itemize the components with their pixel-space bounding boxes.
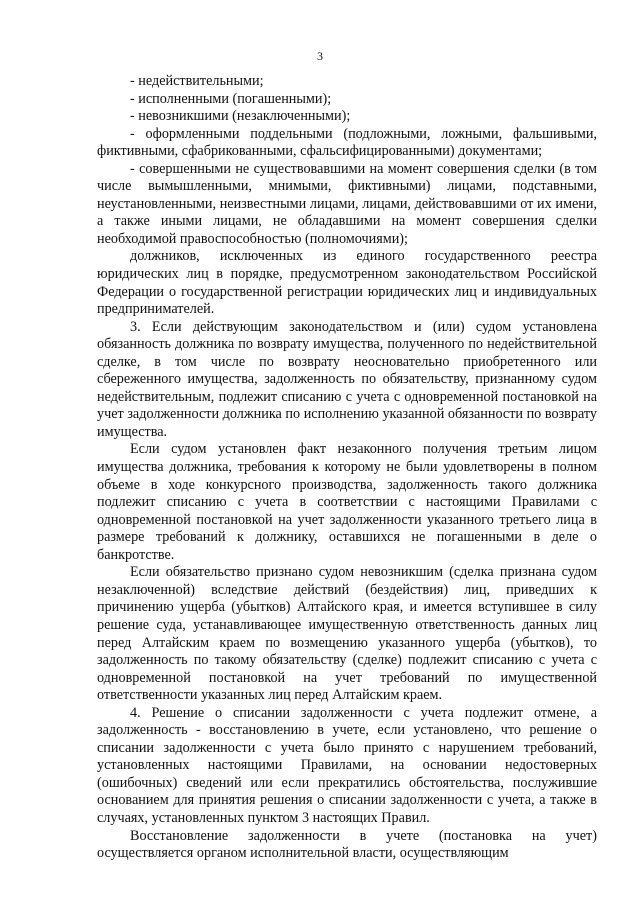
paragraph-restoration: Восстановление задолженности в учете (постановка на учет) осуществляется органом исполнительной власти, осуществляющим: [97, 827, 597, 862]
paragraph-section-3: 3. Если действующим законодательством и (или) судом установлена обязанность должника по возврату имущества, полученного по недействительной сделке, в том числе по возврату неосновательно приобретенного или сбереженного имущества, задолженность по обязательству, признанному судом недействительным, подлежит списанию с учета с одновременной постановкой на учет задолженности должника по исполнению указанной обязанности по возврату имущества.: [97, 318, 597, 440]
page-number: 3: [317, 49, 323, 63]
paragraph-obligation-not-arisen: Если обязательство признано судом невозникшим (сделка признана судом незаключенной) вследствие действий (бездействия) лиц, приведших к причинению ущерба (убытков) Алтайского края, и имеется вступившее в силу решение суда, устанавливающее имущественную ответственность данных лиц перед Алтайским краем по возмещению указанного ущерба (убытков), то задолженность по такому обязательству (сделке) подлежит списанию с учета с одновременной постановкой на учет требований по имущественной ответственности указанных лиц перед Алтайским краем.: [97, 564, 597, 704]
paragraph-excluded-debtors: должников, исключенных из единого государственного реестра юридических лиц в порядке, предусмотренном законодательством Российской Федерации о государственной регистрации юридических лиц и индивидуальных предпринимателей.: [97, 248, 597, 318]
paragraph-section-4: 4. Решение о списании задолженности с учета подлежит отмене, а задолженность - восстановлению в учете, если установлено, что решение о списании задолженности с учета было принято с нарушением требований, установленных настоящими Правилами, на основании недостоверных (ошибочных) сведений или если прекратились обстоятельства, послужившие основанием для принятия решения о списании задолженности с учета, а также в случаях, установленных пунктом 3 настоящих Правил.: [97, 704, 597, 826]
list-item-forged-documents: - оформленными поддельными (подложными, ложными, фальшивыми, фиктивными, сфабрикованными, сфальсифицированными) документами;: [97, 125, 597, 160]
list-item-invalid: - недействительными;: [130, 73, 264, 89]
list-item-not-arisen: - невозникшими (незаключенными);: [130, 108, 351, 125]
document-body: [97, 73, 597, 863]
list-item-nonexistent-persons: - совершенными не существовавшими на момент совершения сделки (в том числе вымышленными, мнимыми, фиктивными) лицами, подставными, неустановленными, неизвестными лицами, лицами, действовавшими от их имени, а также иными лицами, не обладавшими на момент совершения сделки необходимой правоспособностью (полномочиями);: [97, 160, 597, 247]
list-item-fulfilled: - исполненными (погашенными);: [130, 90, 332, 107]
paragraph-third-party: Если судом установлен факт незаконного получения третьим лицом имущества должника, требования к которому не были удовлетворены в полном объеме в ходе конкурсного производства, задолженность такого должника подлежит списанию с учета в соответствии с настоящими Правилами с одновременной постановкой на учет задолженности указанного третьего лица в размере требований к должнику, оставшихся не погашенными в деле о банкротстве.: [97, 441, 597, 563]
